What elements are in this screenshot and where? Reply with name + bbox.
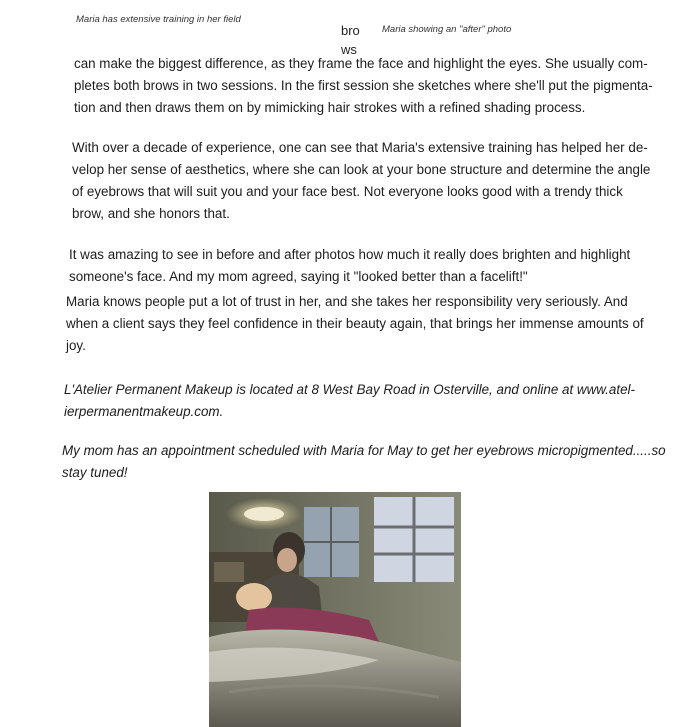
para-line: can make the biggest difference, as they frame the face and highlight the eyes. She usually com- bbox=[74, 56, 648, 71]
para-line: With over a decade of experience, one can see that Maria's extensive training has helped her de- bbox=[72, 140, 648, 155]
text-fragment-bro: bro bbox=[341, 23, 360, 38]
para-line: when a client says they feel confidence in their beauty again, that brings her immense amounts of bbox=[66, 316, 644, 331]
photo-scene bbox=[209, 492, 461, 727]
para-line: stay tuned! bbox=[62, 465, 128, 480]
paragraph-location bbox=[64, 379, 635, 423]
para-line: Maria knows people put a lot of trust in her, and she takes her responsibility very seriously. And bbox=[66, 294, 628, 309]
para-line: someone's face. And my mom agreed, saying it "looked better than a facelift!" bbox=[69, 269, 528, 284]
text-fragment-ws: ws bbox=[341, 42, 357, 57]
para-line: velop her sense of aesthetics, where she can look at your bone structure and determine the angle bbox=[72, 162, 651, 177]
paragraph-trust bbox=[66, 291, 644, 357]
para-line: joy. bbox=[66, 338, 86, 353]
caption-after-photo: Maria showing an "after" photo bbox=[382, 24, 512, 35]
paragraph-brows bbox=[74, 53, 653, 119]
para-line: It was amazing to see in before and after photos how much it really does brighten and highlight bbox=[69, 247, 631, 262]
paragraph-appointment bbox=[62, 440, 666, 484]
paragraph-before-after bbox=[69, 244, 630, 288]
para-line: brow, and she honors that. bbox=[72, 206, 230, 221]
photo-maria-working-icon bbox=[209, 492, 461, 727]
para-line: My mom has an appointment scheduled with Maria for May to get her eyebrows micropigmented.....so bbox=[62, 443, 666, 458]
para-line: L'Atelier Permanent Makeup is located at 8 West Bay Road in Osterville, and online at www.atel- bbox=[64, 382, 635, 397]
caption-training: Maria has extensive training in her field bbox=[76, 14, 241, 25]
para-line: pletes both brows in two sessions. In the first session she sketches where she'll put the pigmenta- bbox=[74, 78, 653, 93]
para-line: ierpermanentmakeup.com. bbox=[64, 404, 224, 419]
para-line: of eyebrows that will suit you and your face best. Not everyone looks good with a trendy thick bbox=[72, 184, 623, 199]
paragraph-experience bbox=[72, 137, 650, 225]
para-line: tion and then draws them on by mimicking hair strokes with a refined shading process. bbox=[74, 100, 586, 115]
